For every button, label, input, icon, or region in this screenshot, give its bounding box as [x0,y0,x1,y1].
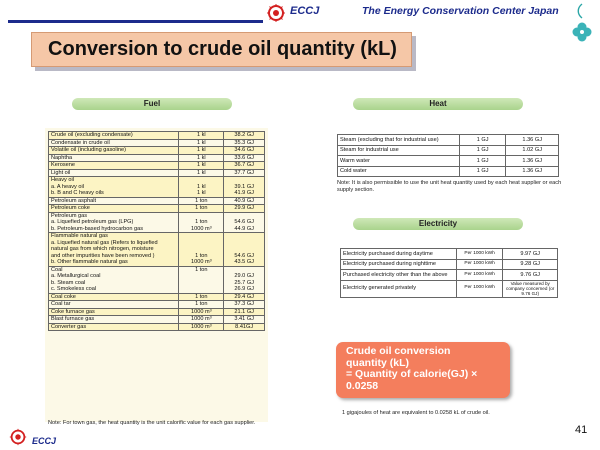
electricity-unit: Per 1000 kWh [456,259,503,270]
fuel-label-line: Flammable natural gas [51,233,108,239]
fuel-unit-line: 1 kl [196,154,206,161]
heat-unit: 1 GJ [459,145,506,156]
heat-value: 1.36 GJ [506,166,559,177]
heat-table [337,134,559,177]
fuel-unit [179,197,224,205]
electricity-value: 9.76 GJ [503,270,558,281]
fuel-row [49,205,265,213]
fuel-value [224,147,265,155]
fuel-value-line: 8.41GJ [235,323,254,330]
fuel-row [49,212,265,233]
fuel-value [224,154,265,162]
fuel-unit [179,308,224,316]
eccj-logo-icon [265,4,287,22]
eccj-footer-logo-icon [8,428,28,446]
fuel-unit-line: 1 ton [195,301,208,307]
electricity-unit: Per 1000 kWh [456,270,503,281]
fuel-label-line: natural gas from which nitrogen, moisture [51,246,154,252]
fuel-value-line: 25.7 GJ [234,279,254,286]
heat-section-header: Heat [353,98,523,110]
fuel-label-line: Condensate in crude oil [51,139,110,146]
fuel-unit [179,316,224,324]
fuel-row [49,154,265,162]
heat-row [338,166,559,177]
fuel-row [49,266,265,293]
fuel-label-line: b. B and C heavy oils [51,190,104,196]
fuel-label [49,132,179,140]
fuel-row [49,147,265,155]
fuel-row [49,177,265,198]
fuel-value-line: 29.0 GJ [234,273,254,279]
fuel-label-line: Light oil [51,169,71,176]
fuel-unit [179,212,224,233]
header-rule [8,20,263,23]
heat-unit: 1 GJ [459,166,506,177]
header-org: ECCJ [290,5,320,17]
fuel-unit [179,233,224,267]
fuel-unit-line: 1 kl [196,162,206,168]
footer-org: ECCJ [32,436,57,446]
fuel-value [224,139,265,147]
fuel-label-line: Heavy oil [51,177,75,183]
fuel-unit-line: 1 ton [195,266,208,273]
fuel-label-line: a. Metallurgical coal [51,273,101,279]
fuel-label-line: a. A heavy oil [51,183,84,190]
heat-label: Steam for industrial use [338,145,460,156]
fuel-value-line: 29.9 GJ [234,205,254,211]
electricity-unit: Per 1000 kWh [456,280,503,297]
fuel-label [49,323,179,331]
fuel-value [224,212,265,233]
heat-value: 1.02 GJ [506,145,559,156]
fuel-value-line: 39.1 GJ [234,183,254,190]
fuel-unit [179,323,224,331]
fuel-unit-line: 1 kl [196,169,206,176]
fuel-label [49,233,179,267]
heat-note: Note: It is also permissible to use the unit heat quantity used by each heat supplier or each supply section. [337,180,562,193]
fuel-table [48,131,265,331]
fuel-row [49,316,265,324]
fuel-unit-line: 1000 m³ [191,225,212,232]
electricity-label: Electricity purchased during daytime [341,249,457,260]
fuel-value-line: 3.41 GJ [234,316,254,322]
page-title: Conversion to crude oil quantity (kL) [48,38,397,60]
fuel-unit-line [181,286,221,293]
page-number: 41 [575,424,588,436]
fuel-value-line: 38.2 GJ [234,132,254,138]
fuel-label-line: b. Steam coal [51,279,86,286]
electricity-label: Electricity purchased during nighttime [341,259,457,270]
fuel-value [224,233,265,267]
formula-line-2: quantity (kL) [346,356,409,369]
heat-row [338,145,559,156]
heat-row [338,135,559,146]
fuel-row [49,139,265,147]
fuel-label [49,205,179,213]
fuel-label-line: Kerosene [51,162,75,168]
fuel-unit-line: 1 ton [195,205,208,211]
fuel-unit-line: 1 ton [195,197,208,204]
fuel-unit [179,293,224,301]
fuel-label-line: Blast furnace gas [51,316,95,322]
fuel-unit [179,177,224,198]
fuel-value [224,162,265,170]
fuel-value-line: 21.1 GJ [234,308,254,315]
fuel-row [49,323,265,331]
heat-label: Warm water [338,156,460,167]
title-box [31,32,412,67]
fuel-unit-line: 1000 m³ [191,308,212,315]
fuel-value-line: 36.7 GJ [234,162,254,168]
fuel-unit-line: 1 kl [196,190,206,196]
electricity-table [340,248,558,298]
electricity-row [341,259,558,270]
fuel-unit [179,169,224,177]
fuel-unit-line: 1 ton [195,252,208,259]
electricity-row [341,280,558,297]
fuel-unit [179,205,224,213]
fuel-value [224,308,265,316]
fuel-label [49,301,179,309]
fuel-label-line: c. Smokeless coal [51,286,97,292]
fuel-unit-line: 1000 m³ [191,323,212,330]
fuel-label-line: Coke furnace gas [51,308,95,315]
fuel-value-line: 35.3 GJ [234,139,254,146]
fuel-value-line: 37.3 GJ [234,301,254,307]
fuel-row [49,197,265,205]
fuel-label-line: Coal tar [51,301,71,307]
fuel-value [224,316,265,324]
fuel-value [224,169,265,177]
fuel-label-line: Petroleum gas [51,212,88,219]
fuel-unit [179,266,224,293]
fuel-unit-line: 1000 m³ [191,259,212,265]
electricity-value: 9.28 GJ [503,259,558,270]
fuel-unit-line: 1 ton [195,219,208,225]
fuel-row [49,233,265,267]
formula-line-1: Crude oil conversion [346,345,451,357]
header-org-name: The Energy Conservation Center Japan [362,5,559,17]
fuel-unit-line: 1 kl [196,147,206,153]
fuel-unit-line: 1 kl [196,183,206,190]
heat-unit: 1 GJ [459,135,506,146]
fuel-value [224,177,265,198]
fuel-value [224,205,265,213]
fuel-value-line: 54.6 GJ [234,219,254,225]
fuel-unit-line: 1 ton [195,293,208,300]
fuel-value [224,323,265,331]
fuel-label-line: b. Other flammable natural gas [51,259,128,265]
fuel-label-line: Converter gas [51,323,87,330]
fuel-label-line: a. Liquefied natural gas (Refers to liquefied [51,239,158,246]
fuel-label [49,169,179,177]
heat-label: Steam (excluding that for industrial use) [338,135,460,146]
fuel-value [224,197,265,205]
fuel-value-line: 29.4 GJ [234,293,254,300]
formula-box [336,342,510,398]
fuel-unit [179,154,224,162]
fuel-label [49,154,179,162]
fuel-unit [179,147,224,155]
fuel-row [49,169,265,177]
fuel-note: Note: For town gas, the heat quantity is the unit calorific value for each gas supplier. [48,420,256,426]
fuel-value [224,301,265,309]
fuel-label [49,308,179,316]
electricity-label: Purchased electricity other than the above [341,270,457,281]
fuel-label-line: Volatile oil (including gasoline) [51,147,126,153]
fuel-label [49,293,179,301]
fuel-row [49,301,265,309]
fuel-section-header: Fuel [72,98,232,110]
fuel-unit [179,162,224,170]
fuel-label [49,162,179,170]
fuel-label-line: Coal coke [51,293,76,300]
fuel-row [49,293,265,301]
fuel-unit [179,139,224,147]
fuel-label [49,139,179,147]
fuel-label [49,266,179,293]
electricity-row [341,249,558,260]
fuel-label-line: a. Liquefied petroleum gas (LPG) [51,219,134,225]
electricity-value: Value measured by company concerned (or 9.76 GJ) [503,280,558,297]
fuel-unit [179,132,224,140]
fuel-label-line: b. Petroleum-based hydrocarbon gas [51,225,144,232]
heat-value: 1.36 GJ [506,135,559,146]
conversion-note: 1 gigajoules of heat are equivalent to 0.0258 kL of crude oil. [342,410,490,416]
fuel-value-line: 40.9 GJ [234,197,254,204]
fuel-label-line: Petroleum asphalt [51,197,97,204]
fuel-unit-line: 1 kl [196,132,206,138]
heat-row [338,156,559,167]
fuel-value [224,266,265,293]
fuel-row [49,162,265,170]
fuel-value-line: 26.9 GJ [234,286,254,292]
fuel-value-line: 54.6 GJ [234,252,254,259]
fuel-value-line: 33.6 GJ [234,154,254,161]
electricity-value: 9.97 GJ [503,249,558,260]
fuel-value-line: 34.6 GJ [234,147,254,153]
electricity-section-header: Electricity [353,218,523,230]
heat-label: Cold water [338,166,460,177]
fuel-value-line: 37.7 GJ [234,169,254,176]
fuel-unit-line: 1 kl [196,139,206,146]
fuel-row [49,308,265,316]
fuel-row [49,132,265,140]
fuel-label-line: Crude oil (excluding condensate) [51,132,133,138]
formula-line-3: = Quantity of calorie(GJ) × [346,368,478,380]
heat-unit: 1 GJ [459,156,506,167]
fuel-label-line: Petroleum coke [51,205,90,211]
fuel-unit-line: 1000 m³ [191,316,212,322]
electricity-row [341,270,558,281]
fuel-unit [179,301,224,309]
formula-line-4: 0.0258 [346,379,379,392]
fuel-label [49,197,179,205]
fuel-value-line: 41.9 GJ [234,190,254,196]
heat-value: 1.36 GJ [506,156,559,167]
fuel-label [49,147,179,155]
fuel-value-line: 43.5 GJ [234,259,254,265]
fuel-label [49,212,179,233]
fuel-value-line: 44.9 GJ [234,225,254,232]
fuel-label-line: Naphtha [51,154,73,161]
fuel-label-line: Coal [51,266,63,273]
fuel-value [224,293,265,301]
fuel-value [224,132,265,140]
fuel-label [49,177,179,198]
fuel-label [49,316,179,324]
clover-logo-icon [567,2,597,46]
fuel-label-line: and other impurities have been removed ) [51,252,155,259]
electricity-unit: Per 1000 kWh [456,249,503,260]
electricity-label: Electricity generated privately [341,280,457,297]
